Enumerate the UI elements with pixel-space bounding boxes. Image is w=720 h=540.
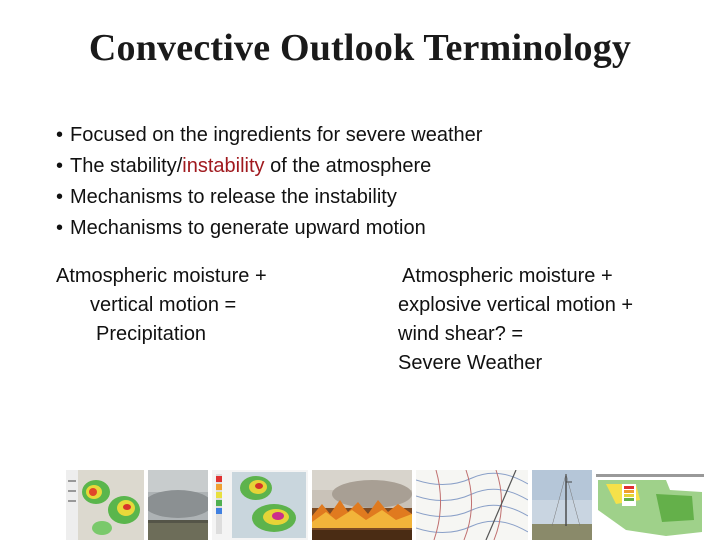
bullet-text: The stability/ — [70, 155, 183, 177]
highlighted-term: instability — [182, 155, 265, 177]
bullet-glyph: • — [56, 155, 64, 177]
wildfire-photo — [312, 470, 412, 540]
bullet-text: Mechanisms to generate upward motion — [70, 217, 426, 239]
bullet-text-suffix: of the atmosphere — [264, 155, 432, 177]
equation-line: wind shear? = — [398, 323, 524, 345]
bullet-glyph: • — [56, 124, 64, 146]
severe-weather-equation — [398, 262, 633, 378]
tower-photo — [532, 470, 592, 540]
bullet-glyph: • — [56, 217, 64, 239]
radar-reflectivity-panel — [212, 470, 308, 540]
bullet-text: Focused on the ingredients for severe weather — [70, 124, 483, 146]
radar-mosaic-map — [66, 470, 144, 540]
equation-line: Atmospheric moisture + — [402, 265, 613, 287]
bullet-list — [56, 120, 482, 244]
spread-component-map — [596, 470, 704, 540]
equation-result: Precipitation — [96, 323, 207, 345]
storm-cloud-photo — [148, 470, 208, 540]
image-strip — [66, 470, 708, 540]
bullet-item — [56, 182, 482, 213]
bullet-item — [56, 151, 482, 182]
precipitation-equation — [56, 262, 267, 349]
bullet-item — [56, 120, 482, 151]
equation-line: explosive vertical motion + — [398, 294, 634, 316]
sounding-chart — [416, 470, 528, 540]
slide-title: Convective Outlook Terminology — [88, 27, 632, 69]
equation-line: vertical motion = — [90, 294, 237, 316]
bullet-text: Mechanisms to release the instability — [70, 186, 397, 208]
equation-line: Atmospheric moisture + — [56, 265, 267, 287]
bullet-glyph: • — [56, 186, 64, 208]
bullet-item — [56, 213, 482, 244]
equation-result: Severe Weather — [398, 352, 543, 374]
